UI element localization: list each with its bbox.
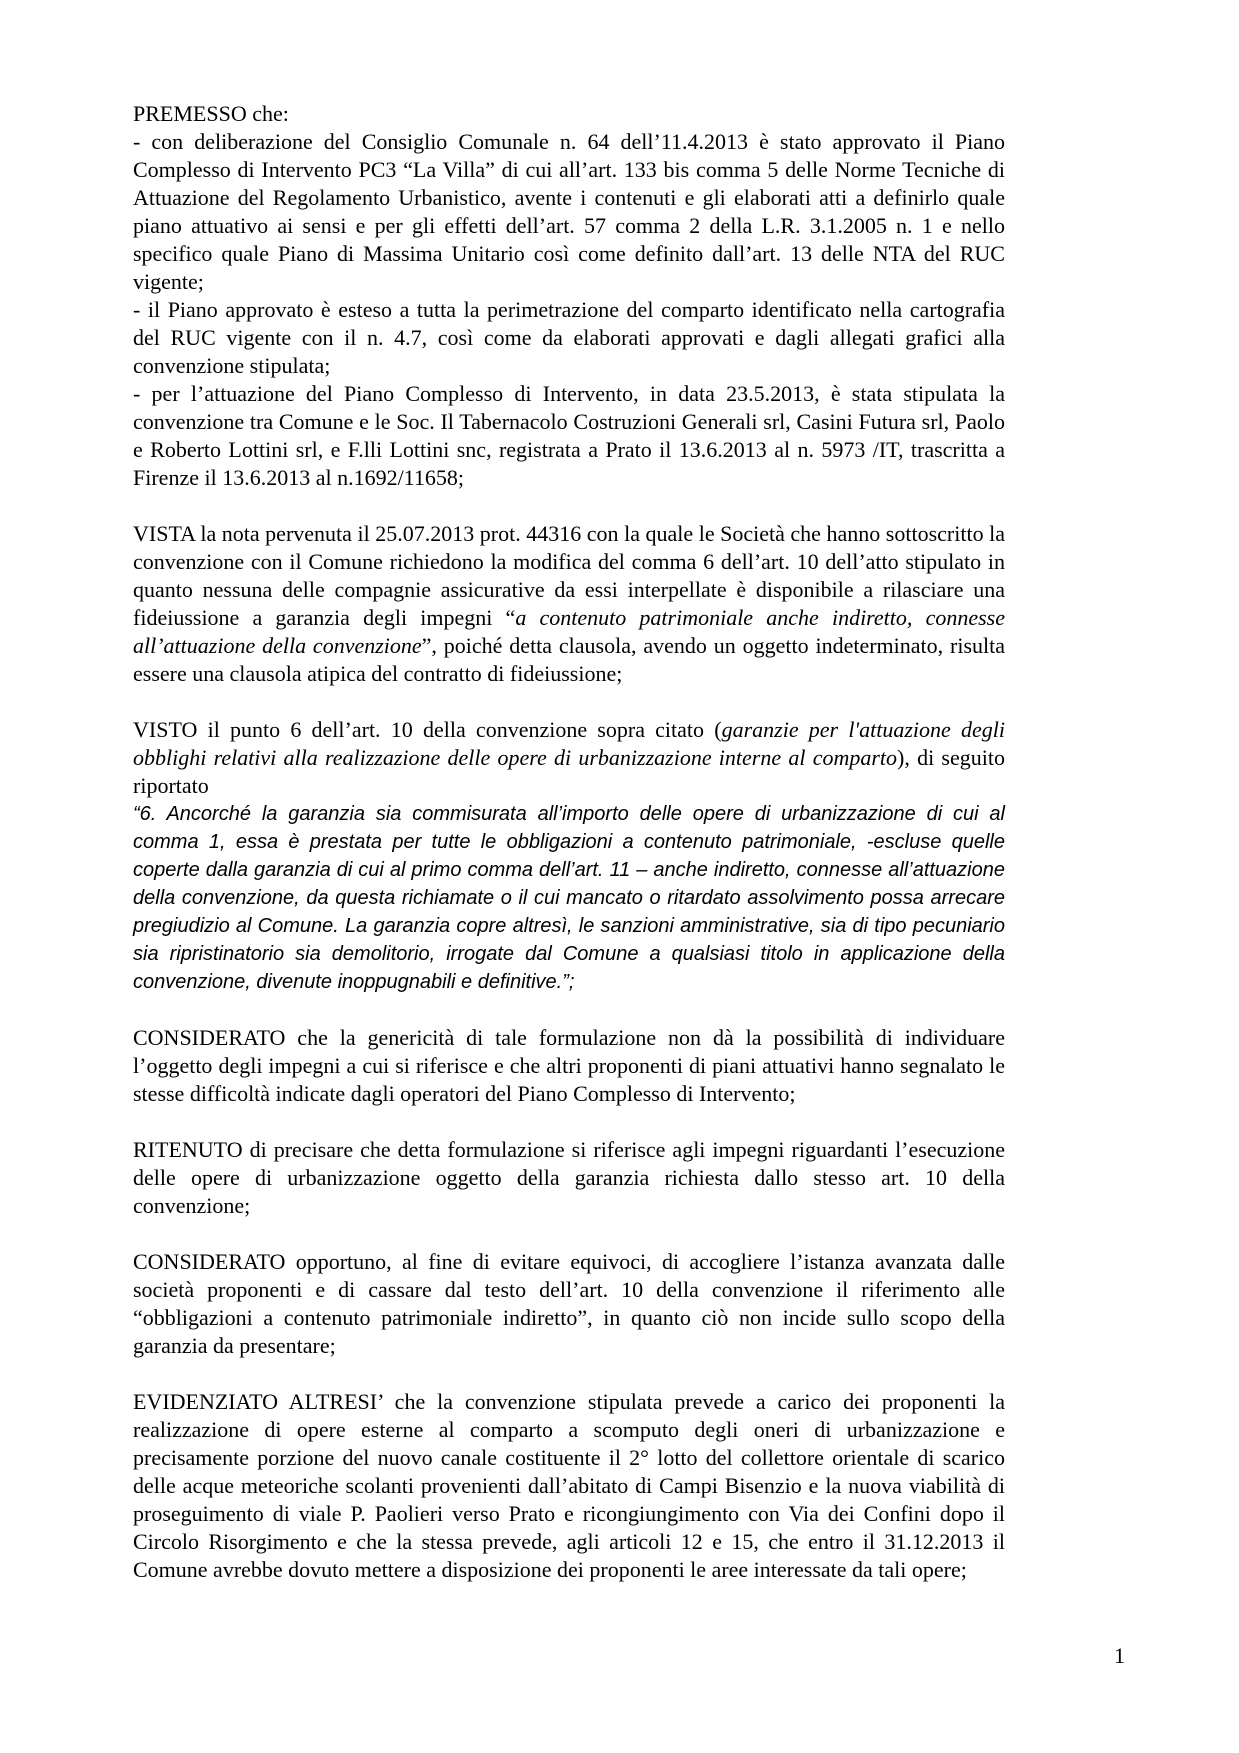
convention-clause-quote: “6. Ancorché la garanzia sia commisurata all’importo delle opere di urbanizzazione di cui al comma 1, essa è prestata per tutte le obbligazioni a contenuto patrimoniale, -escluse quelle coperte dalla garanzia di cui al primo comma dell’art. 11 – anche indiretto, connesse all’attuazione della convenzione, da questa richiamate o il cui mancato o ritardato assolvimento possa arrecare pregiudizio al Comune. La garanzia copre altresì, le sanzioni amministrative, sia di tipo pecuniario sia ripristinatorio sia demolitorio, irrogate dal Comune a qualsiasi titolo in applicazione della convenzione, divenute inoppugnabili e definitive.”; (133, 803, 1005, 993)
vista-text-lead: VISTA la nota pervenuta il 25.07.2013 prot. 44316 con la quale le Società che hanno sottoscritto la convenzione con il Comune richiedono la modifica del comma 6 dell’art. 10 dell’atto stipulato in quanto nessuna delle compagnie assicurative da essi interpellate è disponibile a rilasciare una fideiussione a garanzia degli impegni “ (133, 521, 1005, 630)
vista-quoted-clause: a contenuto patrimoniale anche indiretto, connesse all’attuazione della convenzione (133, 605, 1006, 658)
visto-paragraph (133, 716, 1005, 800)
visto-text-tail: ), di seguito riportato (133, 745, 1005, 798)
evidenziato-paragraph: EVIDENZIATO ALTRESI’ che la convenzione stipulata prevede a carico dei proponenti la realizzazione di opere esterne al comparto a scomputo degli oneri di urbanizzazione e precisamente porzione del nuovo canale costituente il 2° lotto del collettore orientale di scarico delle acque meteoriche scolanti provenienti dall’abitato di Campi Bisenzio e la nuova viabilità di proseguimento di viale P. Paolieri verso Prato e ricongiungimento con Via dei Confini dopo il Circolo Risorgimento e che la stessa prevede, agli articoli 12 e 15, che entro il 31.12.2013 il Comune avrebbe dovuto mettere a disposizione dei proponenti le aree interessate da tali opere; (133, 1389, 1005, 1582)
visto-text-lead: VISTO il punto 6 dell’art. 10 della convenzione sopra citato ( (133, 717, 722, 742)
visto-parenthetical-clause: garanzie per l'attuazione degli obblighi relativi alla realizzazione delle opere di urbanizzazione interne al comparto (133, 717, 1005, 770)
vista-paragraph (133, 520, 1005, 688)
vista-text-tail: ”, poiché detta clausola, avendo un oggetto indeterminato, risulta essere una clausola atipica del contratto di fideiussione; (133, 633, 1006, 686)
ritenuto-paragraph: RITENUTO di precisare che detta formulazione si riferisce agli impegni riguardanti l’esecuzione delle opere di urbanizzazione oggetto della garanzia richiesta dallo stesso art. 10 della convenzione; (133, 1137, 1005, 1218)
premesso-heading: PREMESSO che: (133, 101, 289, 126)
premesso-item-3: - per l’attuazione del Piano Complesso di Intervento, in data 23.5.2013, è stata stipulata la convenzione tra Comune e le Soc. Il Tabernacolo Costruzioni Generali srl, Casini Futura srl, Paolo e Roberto Lottini srl, e F.lli Lottini snc, registrata a Prato il 13.6.2013 al n. 5973 /IT, trascritta a Firenze il 13.6.2013 al n.1692/11658; (133, 381, 1005, 490)
premesso-item-2: - il Piano approvato è esteso a tutta la perimetrazione del comparto identificato nella cartografia del RUC vigente con il n. 4.7, così come da elaborati approvati e dagli allegati grafici alla convenzione stipulata; (133, 297, 1005, 378)
page-number: 1 (1114, 1643, 1125, 1668)
premesso-item-1: - con deliberazione del Consiglio Comunale n. 64 dell’11.4.2013 è stato approvato il Piano Complesso di Intervento PC3 “La Villa” di cui all’art. 133 bis comma 5 delle Norme Tecniche di Attuazione del Regolamento Urbanistico, avente i contenuti e gli elaborati atti a definirlo quale piano attuativo ai sensi e per gli effetti dell’art. 57 comma 2 della L.R. 3.1.2005 n. 1 e nello specifico quale Piano di Massima Unitario così come definito dall’art. 13 delle NTA del RUC vigente; (133, 129, 1005, 294)
document-body (133, 100, 1005, 1584)
considerato-opportuno-paragraph: CONSIDERATO opportuno, al fine di evitare equivoci, di accogliere l’istanza avanzata dalle società proponenti e di cassare dal testo dell’art. 10 della convenzione il riferimento alle “obbligazioni a contenuto patrimoniale indiretto”, in quanto ciò non incide sullo scopo della garanzia da presentare; (133, 1249, 1005, 1358)
considerato-paragraph: CONSIDERATO che la genericità di tale formulazione non dà la possibilità di individuare l’oggetto degli impegni a cui si riferisce e che altri proponenti di piani attuativi hanno segnalato le stesse difficoltà indicate dagli operatori del Piano Complesso di Intervento; (133, 1025, 1005, 1106)
